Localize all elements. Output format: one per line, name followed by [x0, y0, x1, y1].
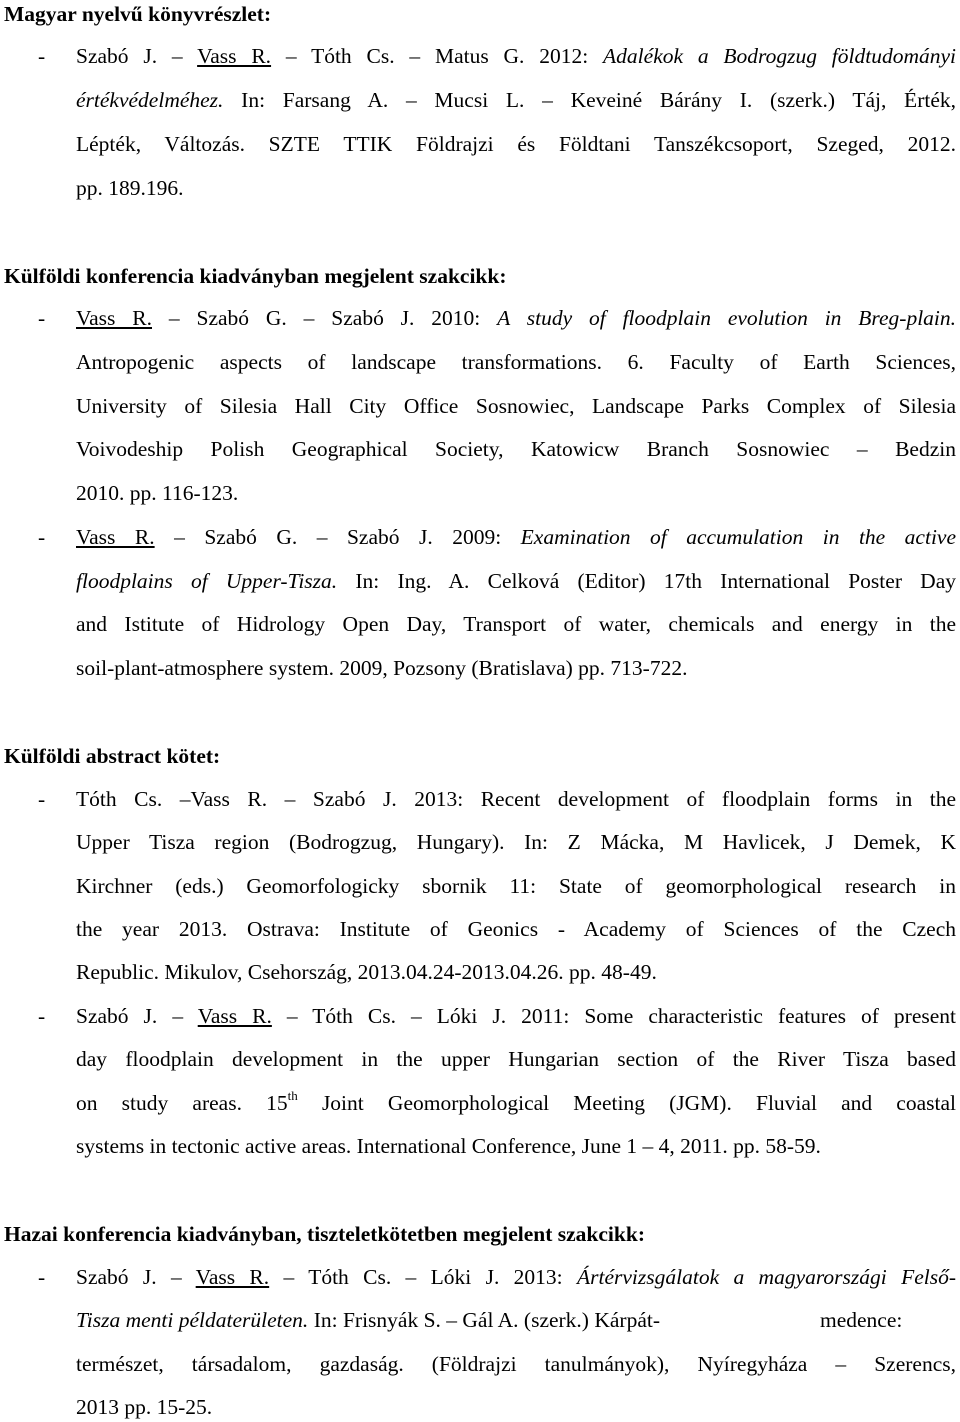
entry-4-line-1: Tóth Cs. –Vass R. – Szabó J. 2013: Recent development of floodplain forms in the [76, 787, 956, 811]
section-title-magyar: Magyar nyelvű könyvrészlet: [4, 2, 272, 26]
entry-dash: - [38, 306, 46, 330]
author-text: Szabó J. – [76, 1004, 184, 1028]
entry-dash: - [38, 525, 46, 549]
author-text: – Szabó G. – Szabó J. 2009: [174, 525, 502, 549]
entry-text: – Tóth Cs. – Lóki J. 2011: Some characteristic features of present [286, 1004, 957, 1028]
author-text: – Tóth Cs. – Matus G. 2012: [285, 44, 589, 68]
entry-1-line-3: Lépték, Változás. SZTE TTIK Földrajzi és Földtani Tanszékcsoport, Szeged, 2012. [76, 132, 956, 156]
entry-title: Tisza menti példaterületen. [76, 1308, 309, 1332]
section-title-hazai: Hazai konferencia kiadványban, tiszteletkötetben megjelent szakcikk: [4, 1222, 645, 1246]
entry-2-line-1 [76, 306, 956, 331]
author-highlight: Vass R. [195, 1265, 270, 1289]
entry-2-line-4: Voivodeship Polish Geographical Society, Katowicw Branch Sosnowiec – Bedzin [76, 437, 956, 461]
entry-4-line-3: Kirchner (eds.) Geomorfologicky sbornik 11: State of geomorphological research in [76, 874, 956, 898]
entry-title: Adalékok a Bodrogzug földtudományi [603, 44, 957, 68]
entry-5-line-4: systems in tectonic active areas. International Conference, June 1 – 4, 2011. pp. 58-59. [76, 1134, 821, 1158]
entry-dash: - [38, 1004, 46, 1028]
entry-text: on study areas. 15 [76, 1091, 288, 1115]
entry-6-line-3: természet, társadalom, gazdaság. (Földrajzi tanulmányok), Nyíregyháza – Szerencs, [76, 1352, 956, 1376]
entry-1-line-1 [76, 44, 956, 69]
section-title-kulfoldi-konferencia: Külföldi konferencia kiadványban megjelent szakcikk: [4, 264, 507, 288]
entry-3-line-3: and Istitute of Hidrology Open Day, Transport of water, chemicals and energy in the [76, 612, 956, 636]
author-text: – Tóth Cs. – Lóki J. 2013: [283, 1265, 563, 1289]
entry-2-line-5: 2010. pp. 116-123. [76, 481, 239, 505]
entry-1-line-4: pp. 189.196. [76, 176, 184, 200]
entry-3-line-4: soil-plant-atmosphere system. 2009, Pozsony (Bratislava) pp. 713-722. [76, 656, 688, 680]
entry-title: floodplains of Upper-Tisza. [76, 569, 338, 593]
entry-dash: - [38, 787, 46, 811]
entry-4-line-2: Upper Tisza region (Bodrogzug, Hungary). In: Z Mácka, M Havlicek, J Demek, K [76, 830, 956, 854]
entry-text: In: Ing. A. Celková (Editor) 17th International Poster Day [355, 569, 957, 593]
entry-text: In: Frisnyák S. – Gál A. (szerk.) Kárpát- [313, 1308, 660, 1332]
entry-3-line-1 [76, 525, 956, 550]
entry-text: In: Farsang A. – Mucsi L. – Keveiné Bárány I. (szerk.) Táj, Érték, [241, 88, 956, 112]
author-highlight: Vass R. [76, 525, 155, 549]
entry-5-line-3 [76, 1088, 956, 1116]
entry-title: Examination of accumulation in the active [520, 525, 957, 549]
entry-text: Joint Geomorphological Meeting (JGM). Fluvial and coastal [321, 1091, 956, 1115]
entry-6-line-1 [76, 1265, 956, 1290]
entry-2-line-3: University of Silesia Hall City Office Sosnowiec, Landscape Parks Complex of Silesia [76, 394, 956, 418]
author-highlight: Vass R. [197, 1004, 272, 1028]
entry-title: értékvédelméhez. [76, 88, 224, 112]
section-title-kulfoldi-abstract: Külföldi abstract kötet: [4, 744, 221, 768]
ordinal-suffix: th [287, 1088, 298, 1103]
entry-3-line-2 [76, 569, 956, 594]
entry-5-line-2: day floodplain development in the upper Hungarian section of the River Tisza based [76, 1047, 956, 1071]
entry-2-line-2: Antropogenic aspects of landscape transformations. 6. Faculty of Earth Sciences, [76, 350, 956, 374]
entry-dash: - [38, 44, 46, 68]
entry-1-line-2 [76, 88, 956, 113]
author-highlight: Vass R. [76, 306, 152, 330]
entry-6-line-2-end: medence: [820, 1308, 903, 1332]
entry-5-line-1 [76, 1004, 956, 1029]
author-text: Szabó J. – [76, 44, 183, 68]
entry-title: Ártérvizsgálatok a magyarországi Felső- [577, 1265, 957, 1289]
entry-dash: - [38, 1265, 46, 1289]
entry-4-line-4: the year 2013. Ostrava: Institute of Geonics - Academy of Sciences of the Czech [76, 917, 956, 941]
author-text: Szabó J. – [76, 1265, 182, 1289]
entry-6-line-2 [76, 1308, 660, 1333]
entry-title: A study of floodplain evolution in Breg-plain. [497, 306, 957, 330]
entry-4-line-5: Republic. Mikulov, Csehország, 2013.04.24-2013.04.26. pp. 48-49. [76, 960, 657, 984]
author-highlight: Vass R. [197, 44, 272, 68]
author-text: – Szabó G. – Szabó J. 2010: [168, 306, 481, 330]
entry-6-line-4: 2013 pp. 15-25. [76, 1395, 213, 1419]
